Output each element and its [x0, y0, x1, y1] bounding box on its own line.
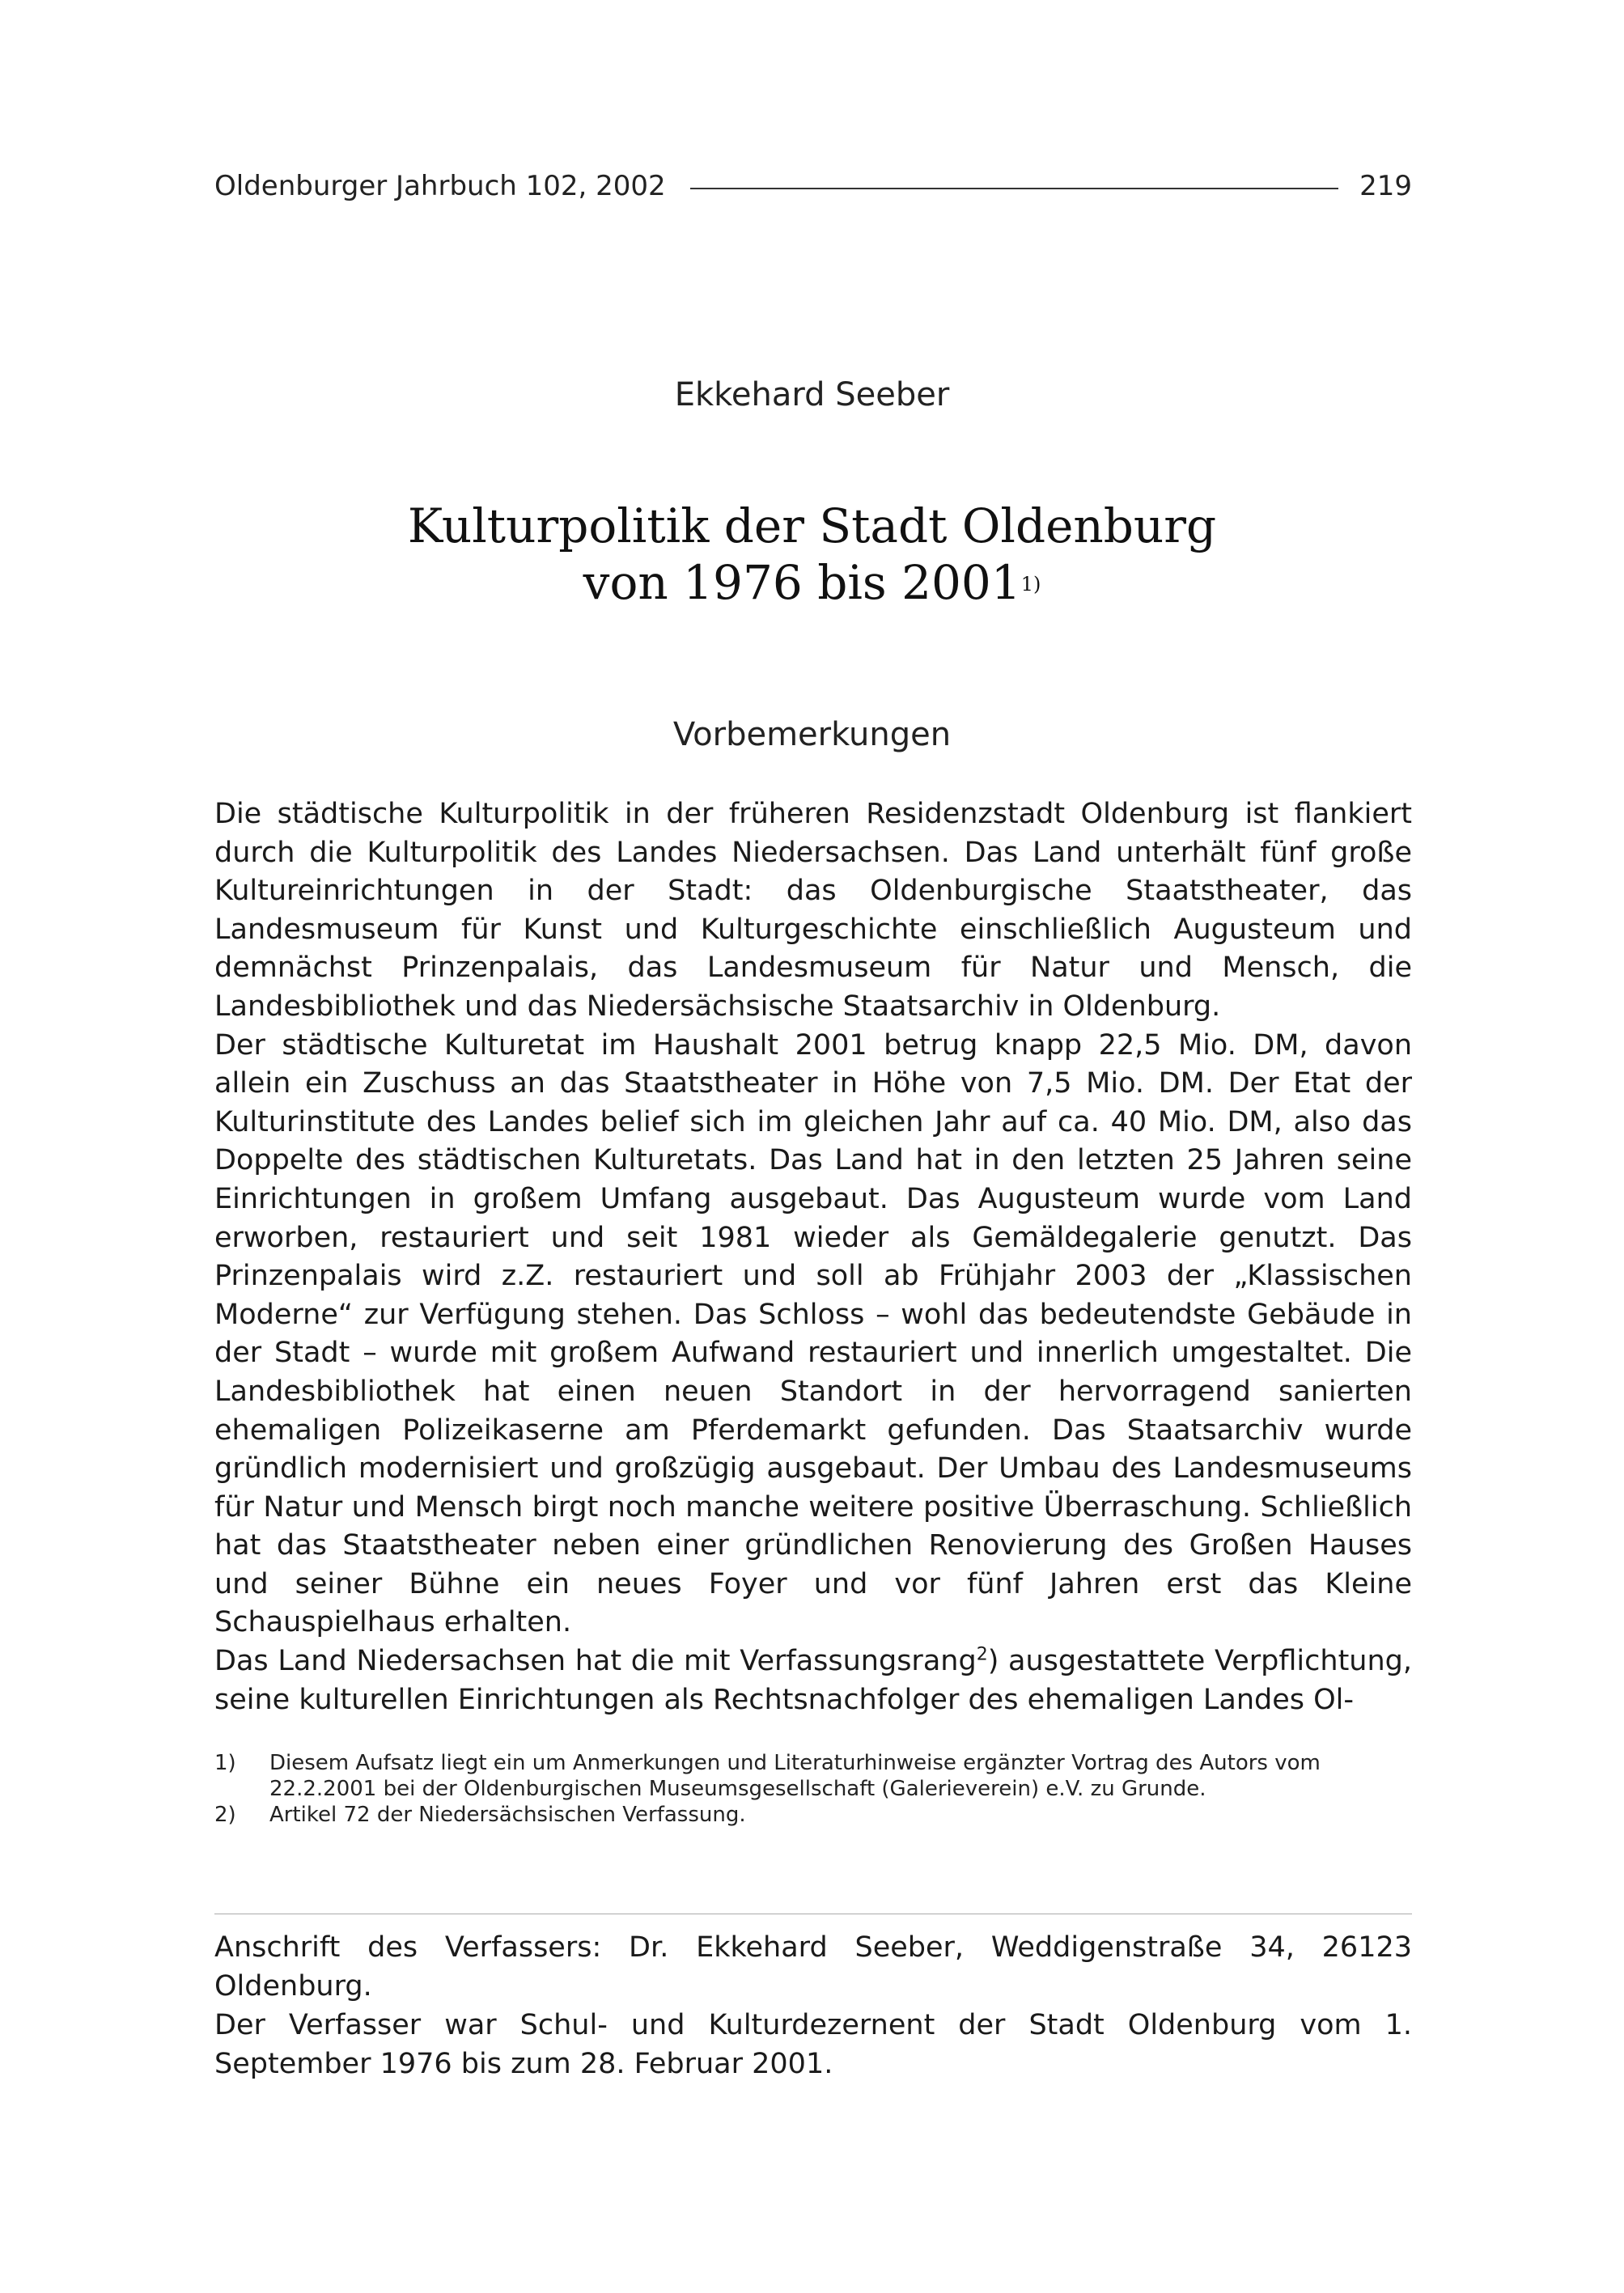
- footnote-number: 2): [214, 1803, 236, 1827]
- section-heading: Vorbemerkungen: [672, 716, 952, 753]
- footnote-number: 1): [214, 1751, 236, 1775]
- page-number: 219: [1359, 170, 1412, 202]
- journal-title: Oldenburger Jahrbuch 102, 2002: [214, 170, 666, 202]
- article-title: [0, 498, 1624, 611]
- footnote-2: [214, 1802, 1412, 1828]
- title-line-1: Kulturpolitik der Stadt Oldenburg: [407, 498, 1217, 553]
- running-header: [214, 166, 1412, 206]
- footnotes: [214, 1750, 1412, 1828]
- footnote-1: [214, 1750, 1412, 1802]
- address-line-1: Anschrift des Verfassers: Dr. Ekkehard Seeber, Weddigenstraße 34, 26123 Oldenburg.: [214, 1931, 1412, 2003]
- author-address: [214, 1928, 1412, 2083]
- body-paragraph-2: Der städtische Kulturetat im Haushalt 2001 betrug knapp 22,5 Mio. DM, davon allein ein Zuschuss an das Staatstheater in Höhe von 7,5 Mio. DM. Der Etat der Kulturinstitute des Landes belief sich im gleichen Jahr auf ca. 40 Mio. DM, also das Doppelte des städtischen Kulturetats. Das Land hat in den letzten 25 Jahren seine Einrichtungen in großem Umfang ausgebaut. Das Augusteum wurde vom Land erworben, restauriert und seit 1981 wieder als Gemäldegalerie genutzt. Das Prinzenpalais wird z.Z. restauriert und soll ab Frühjahr 2003 der „Klassischen Moderne“ zur Verfügung stehen. Das Schloss – wohl das bedeutendste Gebäude in der Stadt – wurde mit großem Aufwand restauriert und innerlich umgestaltet. Die Landesbibliothek hat einen neuen Standort in der hervorragend sanierten ehemaligen Polizeikaserne am Pferdemarkt gefunden. Das Staatsarchiv wurde gründlich modernisiert und großzügig ausgebaut. Der Umbau des Landesmuseums für Natur und Mensch birgt noch manche weitere positive Überraschung. Schließlich hat das Staatstheater neben einer gründlichen Renovierung des Großen Hauses und seiner Bühne ein neues Foyer und vor fünf Jahren erst das Kleine Schauspielhaus erhalten.: [214, 1028, 1412, 1639]
- title-line-2-text: von 1976 bis 2001: [583, 555, 1021, 610]
- body-paragraph-1: Die städtische Kulturpolitik in der früheren Residenzstadt Oldenburg ist flankiert durch die Kulturpolitik des Landes Niedersachsen. Das Land unterhält fünf große Kultureinrichtungen in der Stadt: das Oldenburgische Staatstheater, das Landesmuseum für Kunst und Kulturgeschichte einschließlich Augusteum und demnächst Prinzenpalais, das Landesmuseum für Natur und Mensch, die Landesbibliothek und das Niedersächsische Staatsarchiv in Oldenburg.: [214, 798, 1412, 1023]
- body-paragraph-3-end: ) ausgestattete Verpflichtung, seine kulturellen Einrichtungen als Rechtsnachfolger des ehemaligen Landes Ol-: [214, 1645, 1413, 1716]
- title-line-2: [0, 554, 1624, 611]
- body-paragraph-3: [214, 1642, 1412, 1719]
- footnote-text: Diesem Aufsatz liegt ein um Anmerkungen und Literaturhinweise ergänzter Vortrag des Autors vom 22.2.2001 bei der Oldenburgischen Museumsgesellschaft (Galerieverein) e.V. zu Grunde.: [269, 1751, 1321, 1801]
- footnote-marker-2[interactable]: 2: [976, 1644, 988, 1665]
- address-line-2: Der Verfasser war Schul- und Kulturdezernent der Stadt Oldenburg vom 1. September 1976 bis zum 28. Februar 2001.: [214, 2009, 1412, 2080]
- title-footnote-marker[interactable]: 1): [1020, 573, 1041, 596]
- article-author: Ekkehard Seeber: [674, 376, 950, 413]
- header-rule: [690, 188, 1338, 189]
- body-text: [214, 795, 1412, 1719]
- body-paragraph-3-start: Das Land Niedersachsen hat die mit Verfassungsrang: [214, 1645, 977, 1678]
- footnote-text: Artikel 72 der Niedersächsischen Verfassung.: [269, 1803, 746, 1827]
